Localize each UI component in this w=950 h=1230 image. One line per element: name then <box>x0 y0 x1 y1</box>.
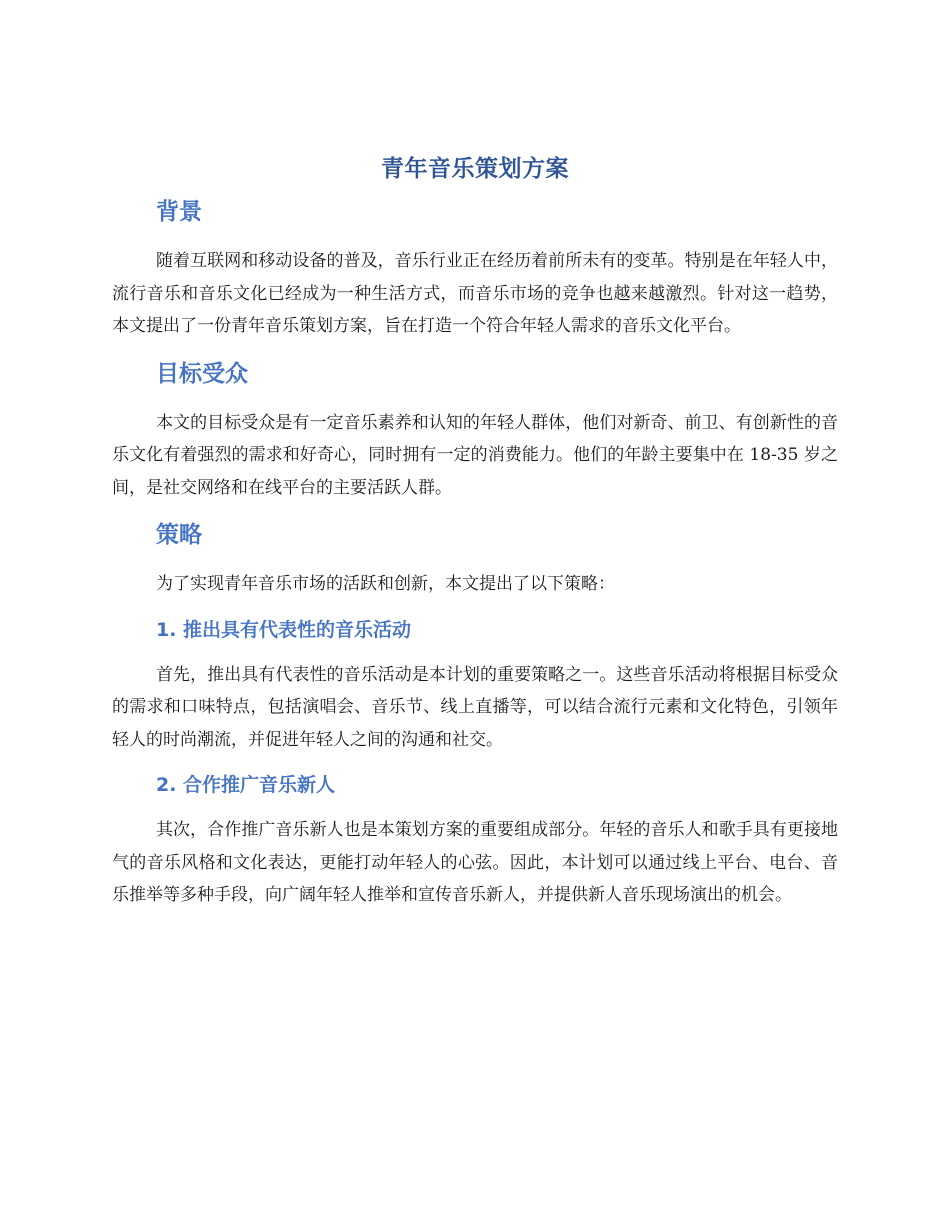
heading-target-audience: 目标受众 <box>156 360 248 387</box>
document-title: 青年音乐策划方案 <box>381 156 569 182</box>
document-page <box>112 140 838 912</box>
heading-background: 背景 <box>156 199 202 225</box>
paragraph-strategy-1: 首先，推出具有代表性的音乐活动是本计划的重要策略之一。这些音乐活动将根据目标受众的需求和口味特点，包括演唱会、音乐节、线上直播等，可以结合流行元素和文化特色，引领年轻人的时尚潮流，并促进年轻人之间的沟通和社交。 <box>112 664 838 750</box>
subheading-strategy-1: 1. 推出具有代表性的音乐活动 <box>156 618 412 641</box>
paragraph-strategy-2: 其次，合作推广音乐新人也是本策划方案的重要组成部分。年轻的音乐人和歌手具有更接地气的音乐风格和文化表达，更能打动年轻人的心弦。因此，本计划可以通过线上平台、电台、音乐推举等多种手段，向广阔年轻人推举和宣传音乐新人，并提供新人音乐现场演出的机会。 <box>112 820 838 905</box>
paragraph-strategy-intro: 为了实现青年音乐市场的活跃和创新，本文提出了以下策略： <box>156 574 615 594</box>
subheading-strategy-2: 2. 合作推广音乐新人 <box>156 774 336 796</box>
paragraph-background: 随着互联网和移动设备的普及，音乐行业正在经历着前所未有的变革。特别是在年轻人中，流行音乐和音乐文化已经成为一种生活方式，而音乐市场的竞争也越来越激烈。针对这一趋势，本文提出了一份青年音乐策划方案，旨在打造一个符合年轻人需求的音乐文化平台。 <box>112 251 838 336</box>
heading-strategy: 策略 <box>156 522 202 548</box>
paragraph-target-audience: 本文的目标受众是有一定音乐素养和认知的年轻人群体，他们对新奇、前卫、有创新性的音乐文化有着强烈的需求和好奇心，同时拥有一定的消费能力。他们的年龄主要集中在 18-35 岁之间，是社交网络和在线平台的主要活跃人群。 <box>112 412 838 498</box>
